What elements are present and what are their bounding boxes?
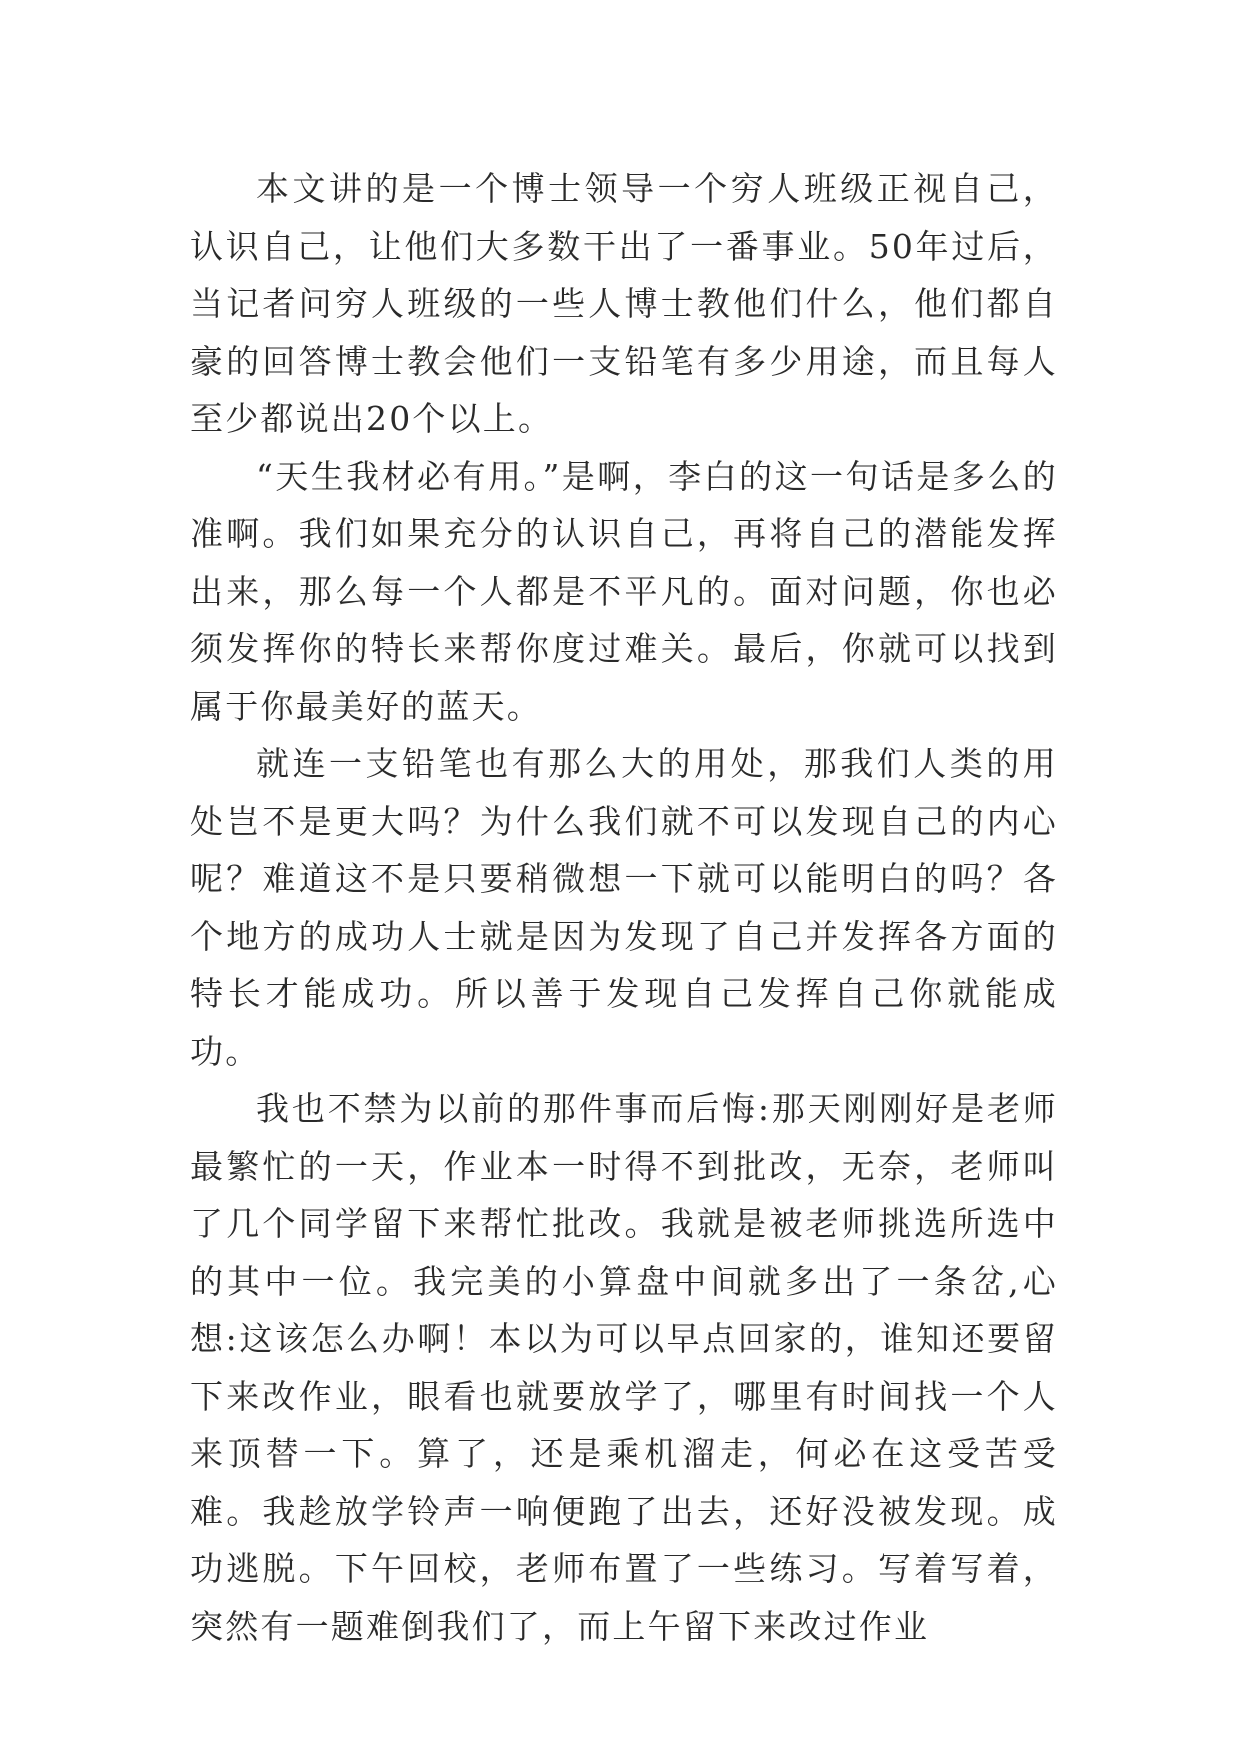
paragraph-4: 我也不禁为以前的那件事而后悔:那天刚刚好是老师最繁忙的一天，作业本一时得不到批改，无奈，老师叫了几个同学留下来帮忙批改。我就是被老师挑选所选中的其中一位。我完美的小算盘中间就多出了一条岔,心想:这该怎么办啊！本以为可以早点回家的，谁知还要留下来改作业，眼看也就要放学了，哪里有时间找一个人来顶替一下。算了，还是乘机溜走，何必在这受苦受难。我趁放学铃声一响便跑了出去，还好没被发现。成功逃脱。下午回校，老师布置了一些练习。写着写着，突然有一题难倒我们了，而上午留下来改过作业 [190,1089,1058,1646]
paragraph-2: “天生我材必有用。”是啊，李白的这一句话是多么的准啊。我们如果充分的认识自己，再将自己的潜能发挥出来，那么每一个人都是不平凡的。面对问题，你也必须发挥你的特长来帮你度过难关。最后，你就可以找到属于你最美好的蓝天。 [190,456,1058,726]
paragraph-3: 就连一支铅笔也有那么大的用处，那我们人类的用处岂不是更大吗？为什么我们就不可以发现自己的内心呢？难道这不是只要稍微想一下就可以能明白的吗？各个地方的成功人士就是因为发现了自己并发挥各方面的特长才能成功。所以善于发现自己发挥自己你就能成功。 [190,744,1058,1071]
paragraph-1: 本文讲的是一个博士领导一个穷人班级正视自己，认识自己，让他们大多数干出了一番事业。50年过后，当记者问穷人班级的一些人博士教他们什么，他们都自豪的回答博士教会他们一支铅笔有多少用途，而且每人至少都说出20个以上。 [190,169,1058,438]
document-body [190,160,1058,1655]
